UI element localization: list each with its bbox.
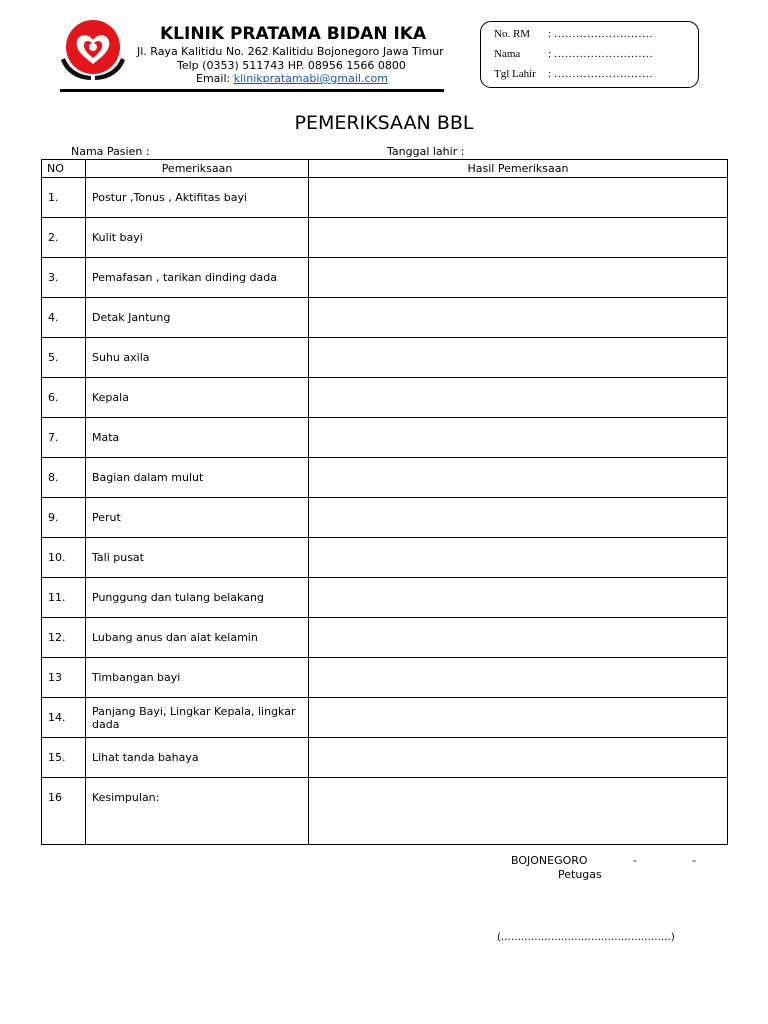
patient-id-box xyxy=(480,21,699,88)
row-number: 4. xyxy=(42,298,86,338)
clinic-phone: Telp (0353) 511743 HP. 08956 1566 0800 xyxy=(177,59,406,72)
row-result[interactable] xyxy=(309,538,728,578)
row-number: 13 xyxy=(42,658,86,698)
row-examination: Bagian dalam mulut xyxy=(86,458,309,498)
row-result[interactable] xyxy=(309,778,728,845)
row-number: 2. xyxy=(42,218,86,258)
clinic-address: Jl. Raya Kalitidu No. 262 Kalitidu Bojonegoro Jawa Timur xyxy=(137,45,444,58)
table-row xyxy=(42,458,728,498)
row-examination: Kesimpulan: xyxy=(86,778,309,845)
row-number: 10. xyxy=(42,538,86,578)
row-examination: Lihat tanda bahaya xyxy=(86,738,309,778)
table-body xyxy=(42,178,728,845)
row-number: 8. xyxy=(42,458,86,498)
row-number: 9. xyxy=(42,498,86,538)
row-number: 11. xyxy=(42,578,86,618)
patient-name-label: Nama Pasien : xyxy=(71,145,150,158)
header-no: NO xyxy=(42,160,86,178)
row-result[interactable] xyxy=(309,498,728,538)
row-result[interactable] xyxy=(309,618,728,658)
table-row xyxy=(42,778,728,845)
row-examination: Lubang anus dan alat kelamin xyxy=(86,618,309,658)
row-number: 14. xyxy=(42,698,86,738)
rm-row xyxy=(494,28,653,40)
table-row xyxy=(42,618,728,658)
row-examination: Punggung dan tulang belakang xyxy=(86,578,309,618)
row-number: 7. xyxy=(42,418,86,458)
row-number: 3. xyxy=(42,258,86,298)
row-result[interactable] xyxy=(309,698,728,738)
table-row xyxy=(42,498,728,538)
document-title: PEMERIKSAAN BBL xyxy=(294,112,474,134)
row-result[interactable] xyxy=(309,378,728,418)
rm-value: : ……………………… xyxy=(548,28,653,40)
header-examination: Pemeriksaan xyxy=(86,160,309,178)
row-examination: Perut xyxy=(86,498,309,538)
row-examination: Timbangan bayi xyxy=(86,658,309,698)
header-divider xyxy=(60,89,444,92)
row-number: 15. xyxy=(42,738,86,778)
row-number: 5. xyxy=(42,338,86,378)
table-row xyxy=(42,338,728,378)
table-row xyxy=(42,298,728,338)
row-result[interactable] xyxy=(309,218,728,258)
date-dash-1: - xyxy=(633,854,637,867)
city-label: BOJONEGORO xyxy=(511,854,588,867)
table-row xyxy=(42,578,728,618)
birth-date-label: Tanggal lahir : xyxy=(387,145,465,158)
dob-label: Tgl Lahir xyxy=(494,68,536,80)
row-result[interactable] xyxy=(309,738,728,778)
row-examination: Postur ,Tonus , Aktifitas bayi xyxy=(86,178,309,218)
table-row xyxy=(42,538,728,578)
dob-row xyxy=(494,68,653,80)
table-row xyxy=(42,658,728,698)
row-result[interactable] xyxy=(309,338,728,378)
date-dash-2: - xyxy=(692,854,696,867)
row-result[interactable] xyxy=(309,458,728,498)
row-result[interactable] xyxy=(309,178,728,218)
header-result: Hasil Pemeriksaan xyxy=(309,160,728,178)
row-result[interactable] xyxy=(309,578,728,618)
row-examination: Pemafasan , tarikan dinding dada xyxy=(86,258,309,298)
signature-line: (……………………………………………) xyxy=(497,932,675,943)
examination-table xyxy=(41,159,728,845)
row-result[interactable] xyxy=(309,258,728,298)
row-examination: Tali pusat xyxy=(86,538,309,578)
table-row xyxy=(42,218,728,258)
name-row xyxy=(494,48,653,60)
officer-label: Petugas xyxy=(558,868,602,881)
row-result[interactable] xyxy=(309,298,728,338)
email-label: Email: xyxy=(196,72,234,85)
table-row xyxy=(42,378,728,418)
table-row xyxy=(42,738,728,778)
table-row xyxy=(42,258,728,298)
row-result[interactable] xyxy=(309,418,728,458)
clinic-name: KLINIK PRATAMA BIDAN IKA xyxy=(160,24,427,44)
row-result[interactable] xyxy=(309,658,728,698)
row-examination: Detak Jantung xyxy=(86,298,309,338)
name-label: Nama xyxy=(494,48,521,60)
row-examination: Kepala xyxy=(86,378,309,418)
row-examination: Mata xyxy=(86,418,309,458)
rm-label: No. RM xyxy=(494,28,531,40)
row-examination: Panjang Bayi, Lingkar Kepala, lingkar dada xyxy=(86,698,309,738)
table-header-row xyxy=(42,160,728,178)
row-number: 6. xyxy=(42,378,86,418)
table-row xyxy=(42,698,728,738)
row-number: 12. xyxy=(42,618,86,658)
email-link[interactable]: klinikpratamabi@gmail.com xyxy=(233,72,388,85)
table-row xyxy=(42,418,728,458)
row-examination: Kulit bayi xyxy=(86,218,309,258)
dob-value: : ……………………… xyxy=(548,68,653,80)
row-number: 1. xyxy=(42,178,86,218)
row-examination: Suhu axila xyxy=(86,338,309,378)
table-row xyxy=(42,178,728,218)
name-value: : ……………………… xyxy=(548,48,653,60)
row-number: 16 xyxy=(42,778,86,845)
heart-hands-logo-icon xyxy=(57,20,129,84)
clinic-email-line xyxy=(196,72,388,85)
